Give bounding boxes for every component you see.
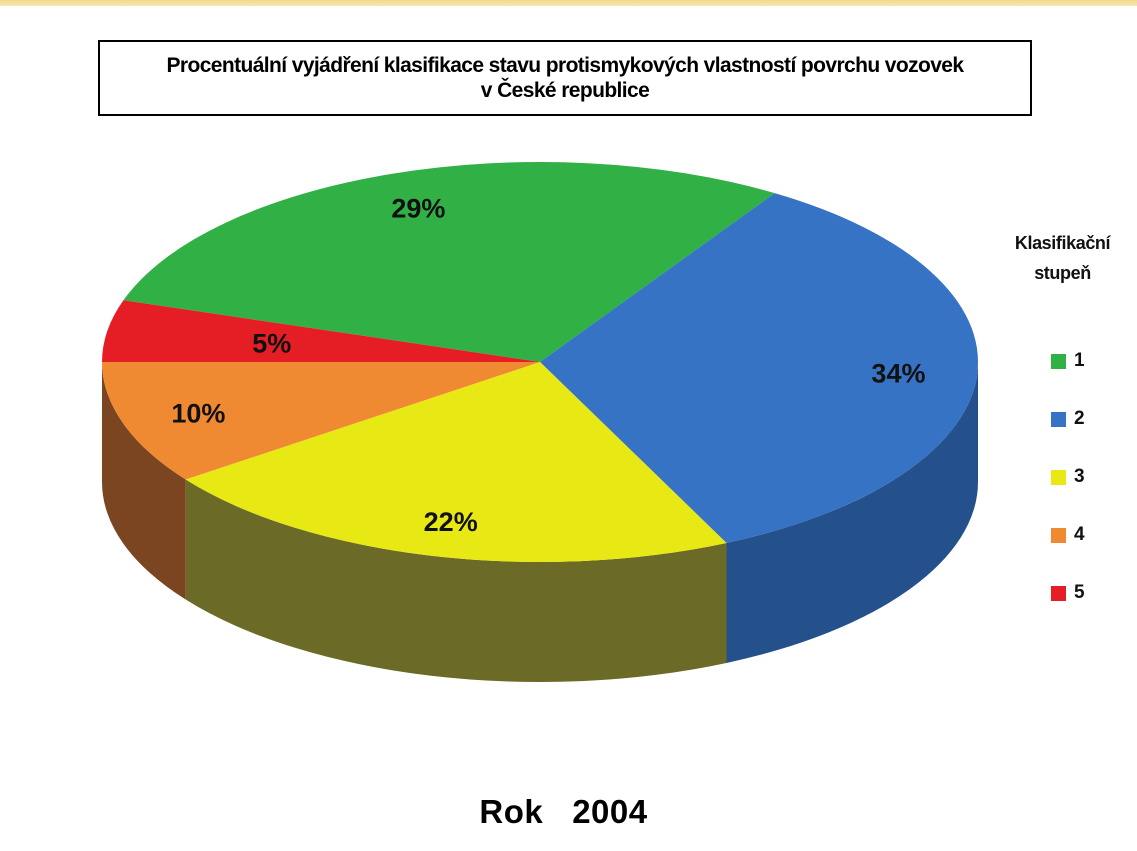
- legend-swatch-3: [1051, 470, 1066, 485]
- legend-title-line-2: stupeň: [1034, 263, 1091, 283]
- data-label-3: 22%: [423, 506, 478, 537]
- legend-title: [1005, 228, 1120, 288]
- legend-item-4: [1051, 506, 1130, 564]
- legend: [1005, 228, 1130, 622]
- legend-swatch-5: [1051, 586, 1066, 601]
- subtitle-text: Rok 2004: [479, 793, 648, 830]
- legend-swatch-2: [1051, 412, 1066, 427]
- legend-label-4: 4: [1074, 524, 1085, 545]
- legend-items: [1051, 332, 1130, 622]
- data-label-5: 5%: [252, 328, 292, 359]
- legend-item-3: [1051, 448, 1130, 506]
- legend-label-1: 1: [1074, 350, 1085, 371]
- data-label-4: 10%: [171, 398, 226, 429]
- legend-title-line-1: Klasifikační: [1014, 233, 1111, 253]
- legend-label-2: 2: [1074, 408, 1085, 429]
- legend-label-5: 5: [1074, 582, 1085, 603]
- legend-item-5: [1051, 564, 1130, 622]
- pie-slices: [102, 162, 978, 562]
- legend-swatch-1: [1051, 354, 1066, 369]
- data-label-2: 34%: [871, 358, 926, 389]
- legend-label-3: 3: [1074, 466, 1085, 487]
- data-label-1: 29%: [391, 193, 446, 224]
- legend-item-1: [1051, 332, 1130, 390]
- legend-item-2: [1051, 390, 1130, 448]
- chart-subtitle: [0, 793, 1137, 831]
- chart-title-line-1: Procentuální vyjádření klasifikace stavu protismykových vlastností povrchu vozovek: [166, 54, 964, 77]
- legend-swatch-4: [1051, 528, 1066, 543]
- chart-title-line-2: v České republice: [480, 79, 650, 102]
